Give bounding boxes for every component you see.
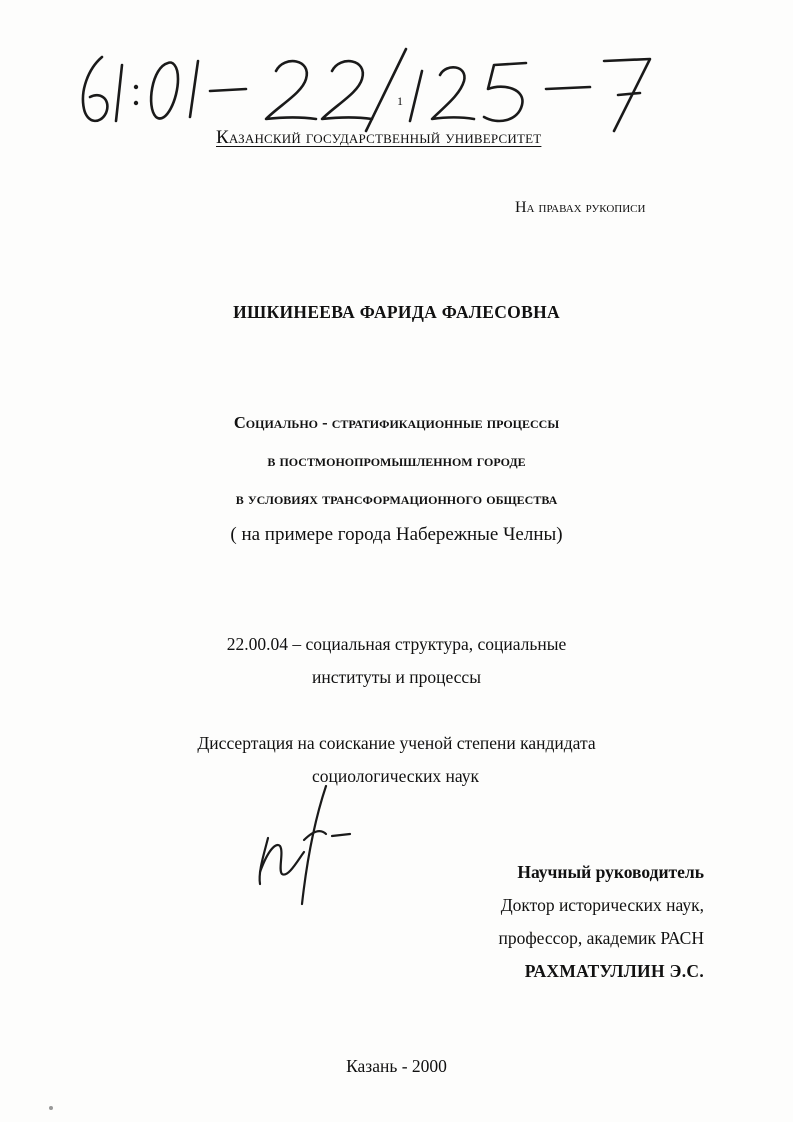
university-name: Казанский государственный университет bbox=[216, 127, 542, 148]
handwritten-signature bbox=[246, 780, 356, 910]
specialty-code-line: институты и процессы bbox=[312, 667, 481, 687]
dissertation-title-line: Социально - стратификационные процессы bbox=[233, 413, 560, 432]
dissertation-title-line: в условиях трансформационного общества bbox=[235, 489, 558, 508]
author-name: ИШКИНЕЕВА ФАРИДА ФАЛЕСОВНА bbox=[233, 302, 560, 322]
specialty-code-line: 22.00.04 – социальная структура, социальные bbox=[226, 634, 567, 654]
degree-statement-line: Диссертация на соискание ученой степени кандидата bbox=[197, 733, 596, 753]
city-and-year: Казань - 2000 bbox=[346, 1056, 447, 1076]
supervisor-degree: Доктор исторических наук, bbox=[500, 895, 704, 915]
dissertation-title-line: в постмонопромышленном городе bbox=[267, 451, 526, 470]
page-number: 1 bbox=[397, 94, 403, 108]
handwritten-archive-code bbox=[70, 45, 670, 135]
supervisor-heading: Научный руководитель bbox=[517, 862, 704, 882]
manuscript-note: На правах рукописи bbox=[515, 199, 646, 216]
degree-statement-line: социологических наук bbox=[312, 766, 480, 786]
dissertation-subtitle: ( на примере города Набережные Челны) bbox=[230, 524, 563, 545]
supervisor-name: РАХМАТУЛЛИН Э.С. bbox=[524, 961, 704, 981]
supervisor-title: профессор, академик РАСН bbox=[498, 928, 704, 948]
scan-speck bbox=[49, 1106, 53, 1110]
